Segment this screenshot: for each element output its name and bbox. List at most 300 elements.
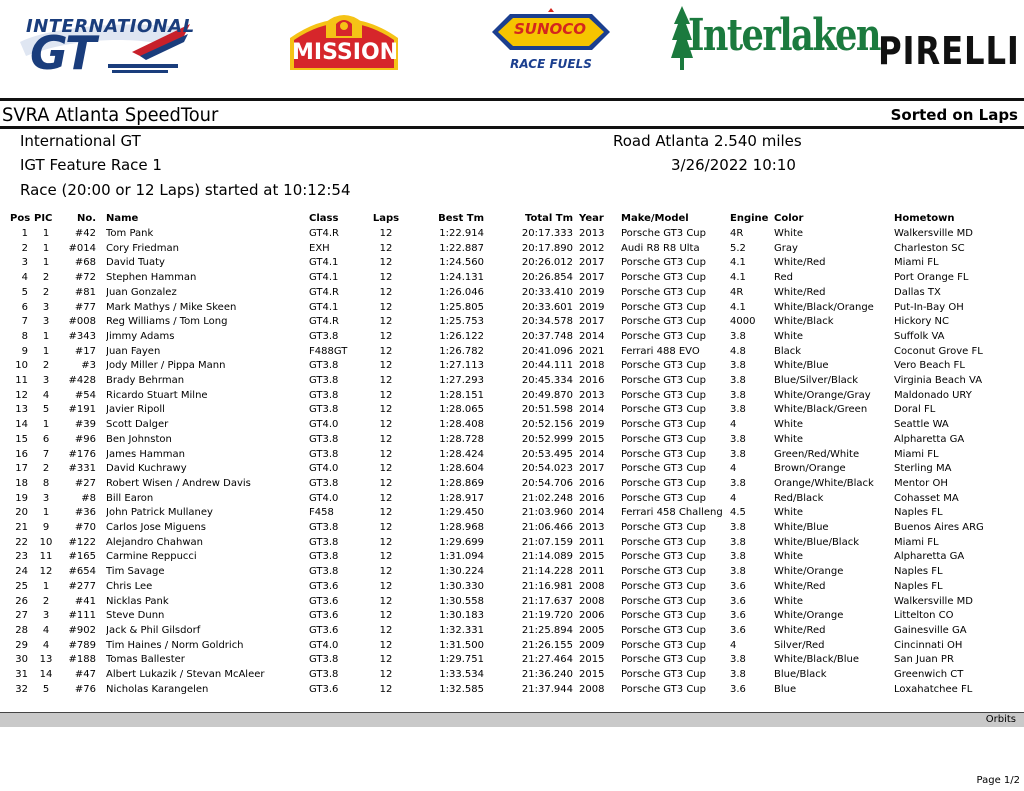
cell-hometown: Virginia Beach VA	[894, 375, 983, 387]
cell-class: GT4.R	[309, 316, 339, 328]
cell-hometown: Vero Beach FL	[894, 360, 965, 372]
cell-make-model: Porsche GT3 Cup	[621, 272, 706, 284]
cell-hometown: Sterling MA	[894, 463, 952, 475]
cell-engine: 3.8	[730, 669, 746, 681]
cell-year: 2015	[579, 654, 605, 666]
table-row	[0, 477, 1024, 492]
cell-color: Brown/Orange	[774, 463, 846, 475]
cell-pos: 6	[21, 301, 28, 313]
cell-year: 2014	[579, 404, 605, 416]
cell-hometown: Gainesville GA	[894, 624, 967, 636]
cell-name: Ricardo Stuart Milne	[106, 389, 208, 401]
cell-total-time: 21:02.248	[521, 492, 573, 504]
pirelli-logo	[876, 10, 1020, 74]
cell-make-model: Porsche GT3 Cup	[621, 389, 706, 401]
cell-laps: 12	[379, 272, 393, 284]
cell-name: Tim Haines / Norm Goldrich	[106, 639, 244, 651]
cell-best-time: 1:24.131	[439, 272, 484, 284]
pirelli-logo-text: PIRELLI	[878, 29, 1020, 73]
cell-name: James Hamman	[106, 448, 185, 460]
cell-pos: 3	[21, 257, 28, 269]
cell-year: 2008	[579, 580, 605, 592]
cell-name: Carmine Reppucci	[106, 551, 197, 563]
cell-engine: 4	[730, 419, 737, 431]
cell-name: Jack & Phil Gilsdorf	[106, 624, 201, 636]
col-header-best-time: Best Tm	[438, 213, 484, 224]
table-row	[0, 683, 1024, 698]
cell-engine: 3.8	[730, 551, 746, 563]
col-header-pic: PIC	[34, 213, 53, 224]
cell-color: White/Orange/Gray	[774, 389, 871, 401]
cell-pic: 3	[42, 301, 50, 313]
cell-best-time: 1:30.224	[439, 566, 484, 578]
col-header-total-time: Total Tm	[524, 213, 573, 224]
cell-total-time: 21:14.089	[521, 551, 573, 563]
cell-best-time: 1:22.887	[439, 242, 484, 254]
cell-total-time: 20:33.410	[521, 286, 573, 298]
cell-name: Ben Johnston	[106, 433, 172, 445]
cell-name: Tomas Ballester	[106, 654, 185, 666]
cell-make-model: Porsche GT3 Cup	[621, 522, 706, 534]
cell-pos: 1	[21, 228, 28, 239]
cell-color: White	[774, 551, 804, 563]
cell-engine: 3.6	[730, 683, 746, 695]
cell-laps: 12	[379, 639, 393, 651]
cell-total-time: 20:53.495	[521, 448, 573, 460]
cell-total-time: 20:34.578	[521, 316, 573, 328]
cell-year: 2018	[579, 360, 605, 372]
cell-hometown: Walkersville MD	[894, 595, 973, 607]
cell-make-model: Porsche GT3 Cup	[621, 492, 706, 504]
cell-class: GT4.R	[309, 228, 339, 239]
table-row	[0, 433, 1024, 448]
cell-year: 2009	[579, 639, 605, 651]
cell-hometown: Suffolk VA	[894, 330, 945, 342]
cell-number: #188	[68, 654, 96, 666]
cell-total-time: 20:52.999	[521, 433, 573, 445]
cell-laps: 12	[379, 566, 393, 578]
cell-number: #27	[74, 477, 96, 489]
cell-laps: 12	[379, 536, 393, 548]
cell-hometown: Buenos Aires ARG	[894, 522, 984, 534]
cell-pos: 8	[21, 330, 28, 342]
cell-total-time: 21:36.240	[521, 669, 573, 681]
cell-pos: 23	[15, 551, 28, 563]
cell-pos: 28	[15, 624, 28, 636]
table-row	[0, 580, 1024, 595]
cell-pos: 9	[21, 345, 28, 357]
cell-best-time: 1:30.183	[439, 610, 484, 622]
table-row	[0, 653, 1024, 668]
cell-color: White	[774, 330, 804, 342]
cell-color: Blue/Silver/Black	[774, 375, 859, 387]
cell-number: #54	[74, 389, 96, 401]
cell-best-time: 1:27.113	[439, 360, 484, 372]
cell-laps: 12	[379, 492, 393, 504]
cell-number: #42	[74, 228, 96, 239]
cell-total-time: 21:37.944	[521, 683, 573, 695]
cell-year: 2008	[579, 595, 605, 607]
cell-total-time: 20:44.111	[521, 360, 573, 372]
cell-year: 2013	[579, 522, 605, 534]
cell-engine: 4.5	[730, 507, 746, 519]
cell-engine: 3.8	[730, 654, 746, 666]
mission-logo	[286, 4, 402, 72]
cell-number: #165	[68, 551, 96, 563]
table-row	[0, 330, 1024, 345]
sort-label: Sorted on Laps	[890, 106, 1018, 124]
cell-engine: 4.8	[730, 345, 746, 357]
col-header-number: No.	[76, 213, 96, 224]
cell-pic: 3	[42, 492, 50, 504]
cell-engine: 3.8	[730, 404, 746, 416]
cell-number: #17	[74, 345, 96, 357]
cell-year: 2017	[579, 316, 605, 328]
table-row	[0, 609, 1024, 624]
cell-number: #191	[68, 404, 96, 416]
cell-make-model: Porsche GT3 Cup	[621, 639, 706, 651]
col-header-pos: Pos	[10, 213, 30, 224]
cell-make-model: Porsche GT3 Cup	[621, 683, 706, 695]
cell-laps: 12	[379, 228, 393, 239]
cell-make-model: Porsche GT3 Cup	[621, 257, 706, 269]
cell-number: #122	[68, 536, 96, 548]
cell-number: #39	[74, 419, 96, 431]
results-header-row	[0, 211, 1024, 227]
cell-pic: 2	[42, 286, 50, 298]
cell-year: 2016	[579, 492, 605, 504]
table-row	[0, 389, 1024, 404]
table-row	[0, 492, 1024, 507]
table-row	[0, 271, 1024, 286]
cell-year: 2017	[579, 272, 605, 284]
cell-laps: 12	[379, 301, 393, 313]
cell-name: Jimmy Adams	[106, 330, 175, 342]
cell-hometown: Cohasset MA	[894, 492, 959, 504]
table-row	[0, 359, 1024, 374]
cell-pic: 4	[42, 624, 50, 636]
cell-total-time: 20:41.096	[521, 345, 573, 357]
cell-number: #70	[74, 522, 96, 534]
cell-total-time: 20:33.601	[521, 301, 573, 313]
cell-year: 2005	[579, 624, 605, 636]
cell-number: #3	[81, 360, 96, 372]
cell-laps: 12	[379, 360, 393, 372]
cell-pos: 18	[15, 477, 28, 489]
cell-number: #176	[68, 448, 96, 460]
cell-pos: 30	[15, 654, 28, 666]
cell-best-time: 1:29.699	[439, 536, 484, 548]
cell-best-time: 1:28.728	[439, 433, 484, 445]
cell-color: White/Red	[774, 286, 826, 298]
cell-year: 2014	[579, 507, 605, 519]
table-row	[0, 418, 1024, 433]
cell-color: White/Black/Green	[774, 404, 868, 416]
cell-laps: 12	[379, 389, 393, 401]
cell-make-model: Porsche GT3 Cup	[621, 228, 706, 239]
table-row	[0, 506, 1024, 521]
cell-pic: 10	[39, 536, 53, 548]
cell-hometown: Miami FL	[894, 448, 939, 460]
cell-name: Cory Friedman	[106, 242, 179, 254]
track-info: Road Atlanta 2.540 miles	[613, 132, 802, 150]
title-top-rule	[0, 98, 1024, 101]
table-row	[0, 639, 1024, 654]
cell-pic: 3	[42, 316, 50, 328]
igt-logo-gt: GT	[30, 26, 95, 80]
cell-year: 2012	[579, 242, 605, 254]
race-date-time: 3/26/2022 10:10	[671, 156, 796, 174]
cell-best-time: 1:26.046	[439, 286, 484, 298]
cell-best-time: 1:24.560	[439, 257, 484, 269]
col-header-name: Name	[106, 213, 139, 224]
cell-name: Juan Gonzalez	[106, 286, 177, 298]
cell-laps: 12	[379, 580, 393, 592]
cell-laps: 12	[379, 669, 393, 681]
cell-pic: 7	[42, 448, 50, 460]
cell-color: White/Blue	[774, 522, 829, 534]
cell-class: GT3.8	[309, 404, 339, 416]
cell-number: #96	[74, 433, 96, 445]
cell-best-time: 1:28.424	[439, 448, 484, 460]
cell-year: 2011	[579, 566, 605, 578]
cell-number: #014	[68, 242, 96, 254]
cell-best-time: 1:31.500	[439, 639, 484, 651]
cell-number: #76	[74, 683, 96, 695]
cell-color: Gray	[774, 242, 798, 254]
cell-engine: 3.6	[730, 580, 746, 592]
cell-engine: 3.8	[730, 536, 746, 548]
cell-color: Red	[774, 272, 793, 284]
cell-name: Jody Miller / Pippa Mann	[106, 360, 226, 372]
cell-color: White/Orange	[774, 566, 844, 578]
cell-class: GT3.6	[309, 580, 339, 592]
cell-pic: 12	[39, 566, 53, 578]
cell-name: Reg Williams / Tom Long	[106, 316, 228, 328]
cell-total-time: 20:51.598	[521, 404, 573, 416]
cell-pic: 6	[42, 433, 50, 445]
cell-total-time: 21:14.228	[521, 566, 573, 578]
cell-number: #428	[68, 375, 96, 387]
cell-name: Tim Savage	[106, 566, 165, 578]
sponsor-logo-bar	[0, 0, 1024, 96]
cell-make-model: Porsche GT3 Cup	[621, 551, 706, 563]
cell-laps: 12	[379, 242, 393, 254]
cell-total-time: 21:19.720	[521, 610, 573, 622]
cell-name: Scott Dalger	[106, 419, 169, 431]
cell-best-time: 1:31.094	[439, 551, 484, 563]
cell-color: White	[774, 228, 804, 239]
cell-hometown: Doral FL	[894, 404, 936, 416]
cell-color: White	[774, 433, 804, 445]
cell-hometown: Dallas TX	[894, 286, 941, 298]
cell-class: GT4.R	[309, 286, 339, 298]
cell-pic: 4	[42, 639, 50, 651]
cell-engine: 3.8	[730, 522, 746, 534]
cell-year: 2014	[579, 330, 605, 342]
cell-total-time: 20:37.748	[521, 330, 573, 342]
cell-make-model: Porsche GT3 Cup	[621, 595, 706, 607]
cell-make-model: Porsche GT3 Cup	[621, 419, 706, 431]
col-header-make-model: Make/Model	[621, 213, 689, 224]
cell-best-time: 1:26.122	[439, 330, 484, 342]
cell-year: 2013	[579, 389, 605, 401]
cell-class: GT3.8	[309, 433, 339, 445]
results-body	[0, 227, 1024, 698]
cell-color: White/Black/Blue	[774, 654, 859, 666]
cell-class: GT3.8	[309, 360, 339, 372]
cell-total-time: 21:16.981	[521, 580, 573, 592]
cell-pic: 1	[42, 242, 50, 254]
cell-name: David Kuchrawy	[106, 463, 187, 475]
table-row	[0, 315, 1024, 330]
cell-class: GT3.8	[309, 375, 339, 387]
cell-engine: 4R	[730, 228, 744, 239]
cell-year: 2019	[579, 419, 605, 431]
cell-laps: 12	[379, 433, 393, 445]
col-header-year: Year	[579, 213, 604, 224]
cell-number: #277	[68, 580, 96, 592]
cell-best-time: 1:30.330	[439, 580, 484, 592]
cell-laps: 12	[379, 375, 393, 387]
col-header-laps: Laps	[372, 213, 400, 224]
cell-pos: 15	[15, 433, 28, 445]
cell-number: #8	[81, 492, 96, 504]
cell-pos: 20	[15, 507, 28, 519]
cell-color: White/Red	[774, 580, 826, 592]
cell-best-time: 1:28.869	[439, 477, 484, 489]
cell-best-time: 1:32.331	[439, 624, 484, 636]
cell-best-time: 1:28.968	[439, 522, 484, 534]
cell-pic: 1	[42, 507, 50, 519]
cell-class: GT4.1	[309, 257, 339, 269]
cell-best-time: 1:29.751	[439, 654, 484, 666]
cell-color: White/Orange	[774, 610, 844, 622]
cell-number: #47	[74, 669, 96, 681]
cell-name: Chris Lee	[106, 580, 153, 592]
cell-hometown: Miami FL	[894, 257, 939, 269]
cell-laps: 12	[379, 522, 393, 534]
cell-make-model: Porsche GT3 Cup	[621, 316, 706, 328]
cell-total-time: 20:26.854	[521, 272, 573, 284]
interlaken-logo	[670, 4, 880, 74]
title-bottom-rule	[0, 126, 1024, 129]
cell-best-time: 1:27.293	[439, 375, 484, 387]
cell-class: GT3.8	[309, 330, 339, 342]
cell-color: Silver/Red	[774, 639, 825, 651]
table-row	[0, 595, 1024, 610]
cell-number: #77	[74, 301, 96, 313]
cell-hometown: Greenwich CT	[894, 669, 964, 681]
series-name: International GT	[20, 132, 141, 150]
cell-best-time: 1:32.585	[439, 683, 484, 695]
cell-best-time: 1:33.534	[439, 669, 484, 681]
cell-year: 2006	[579, 610, 605, 622]
cell-best-time: 1:25.805	[439, 301, 484, 313]
cell-engine: 3.8	[730, 433, 746, 445]
cell-name: Alejandro Chahwan	[106, 536, 203, 548]
table-row	[0, 286, 1024, 301]
cell-pos: 22	[15, 536, 28, 548]
cell-year: 2008	[579, 683, 605, 695]
cell-laps: 12	[379, 404, 393, 416]
cell-pos: 7	[21, 316, 28, 328]
cell-number: #343	[68, 330, 96, 342]
cell-engine: 4	[730, 639, 737, 651]
table-row	[0, 448, 1024, 463]
international-gt-logo	[12, 6, 194, 84]
cell-laps: 12	[379, 610, 393, 622]
table-row	[0, 374, 1024, 389]
cell-best-time: 1:22.914	[439, 228, 484, 239]
cell-class: GT3.8	[309, 448, 339, 460]
cell-pic: 13	[39, 654, 53, 666]
cell-name: John Patrick Mullaney	[106, 507, 213, 519]
cell-make-model: Porsche GT3 Cup	[621, 463, 706, 475]
cell-pic: 2	[42, 272, 50, 284]
cell-name: Nicklas Pank	[106, 595, 169, 607]
cell-make-model: Porsche GT3 Cup	[621, 624, 706, 636]
cell-make-model: Porsche GT3 Cup	[621, 566, 706, 578]
cell-number: #654	[68, 566, 96, 578]
cell-engine: 4	[730, 463, 737, 475]
page-number: Page 1/2	[976, 775, 1020, 786]
cell-class: GT3.6	[309, 624, 339, 636]
cell-engine: 4.1	[730, 301, 746, 313]
cell-class: F458	[309, 507, 334, 519]
cell-class: GT3.8	[309, 566, 339, 578]
cell-hometown: Maldonado URY	[894, 389, 972, 401]
cell-make-model: Porsche GT3 Cup	[621, 669, 706, 681]
cell-color: White/Black/Orange	[774, 301, 874, 313]
cell-name: Nicholas Karangelen	[106, 683, 209, 695]
cell-name: Robert Wisen / Andrew Davis	[106, 477, 251, 489]
cell-name: Stephen Hamman	[106, 272, 197, 284]
cell-engine: 4.1	[730, 272, 746, 284]
cell-laps: 12	[379, 507, 393, 519]
cell-color: White	[774, 595, 804, 607]
cell-laps: 12	[379, 316, 393, 328]
cell-class: GT4.0	[309, 492, 339, 504]
cell-hometown: Naples FL	[894, 580, 943, 592]
cell-color: White/Blue/Black	[774, 536, 859, 548]
cell-best-time: 1:28.604	[439, 463, 484, 475]
sunoco-logo	[490, 8, 612, 74]
cell-best-time: 1:28.065	[439, 404, 484, 416]
cell-engine: 3.8	[730, 477, 746, 489]
cell-pos: 10	[15, 360, 28, 372]
cell-number: #008	[68, 316, 96, 328]
cell-color: Black	[774, 345, 802, 357]
cell-pos: 12	[15, 389, 28, 401]
event-title: SVRA Atlanta SpeedTour	[2, 104, 219, 126]
cell-total-time: 20:52.156	[521, 419, 573, 431]
cell-class: GT3.8	[309, 654, 339, 666]
cell-hometown: Port Orange FL	[894, 272, 969, 284]
cell-pic: 1	[42, 580, 50, 592]
cell-class: GT4.0	[309, 639, 339, 651]
cell-pic: 5	[42, 683, 50, 695]
cell-color: White/Blue	[774, 360, 829, 372]
table-row	[0, 624, 1024, 639]
cell-engine: 3.8	[730, 566, 746, 578]
cell-engine: 3.8	[730, 375, 746, 387]
table-row	[0, 550, 1024, 565]
cell-pos: 27	[15, 610, 28, 622]
cell-name: Juan Fayen	[106, 345, 161, 357]
cell-number: #789	[68, 639, 96, 651]
cell-color: White/Red	[774, 257, 826, 269]
